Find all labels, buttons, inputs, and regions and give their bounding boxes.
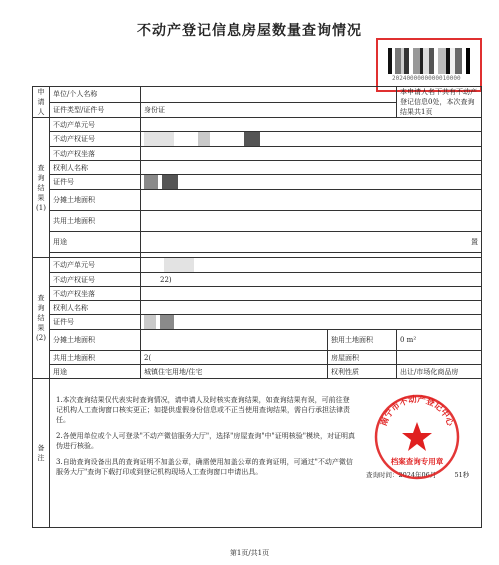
r2-owner-value (141, 301, 482, 315)
r2-usage-label: 用途 (50, 365, 141, 379)
r2-right-nature-value: 出让/市场化商品房 (397, 365, 482, 379)
cert-type-label: 证件类型/证件号 (50, 102, 141, 118)
barcode-number: 2024000000000010000 (392, 75, 461, 82)
r2-unit-no-value (141, 258, 482, 273)
r1-shared-area-label: 分摊土地面积 (50, 190, 141, 211)
r2-location-label: 不动产权坐落 (50, 287, 141, 301)
r1-unit-no-value (141, 118, 482, 132)
r2-common-area-value: 2( (141, 351, 328, 365)
r1-location-value (141, 147, 482, 161)
result2-label: 查询结果(2) (33, 258, 50, 379)
r2-house-area-label: 房屋面积 (328, 351, 397, 365)
r2-shared-area-value (141, 330, 328, 351)
r1-common-area-value (141, 211, 482, 232)
applicant-note: 本申请人名下共有不动产登记信息0处，本次查询结果共1页 (397, 87, 482, 118)
r1-common-area-label: 共用土地面积 (50, 211, 141, 232)
r2-common-area-label: 共用土地面积 (50, 351, 141, 365)
r1-id-value (141, 175, 482, 190)
note-3: 3.自助查询设备出具的查询证明不加盖公章，确需使用加盖公章的查询证明，可通过"不动产微信服务大厅"查询下载打印或到登记机构现场人工查询窗口申请出具。 (56, 458, 353, 476)
seal-star (402, 422, 432, 451)
unit-name-label: 单位/个人名称 (50, 87, 141, 103)
page-footer: 第1页/共1页 (229, 549, 270, 557)
query-time-label: 查询时间：2024年06月 (366, 471, 437, 479)
r2-id-label: 证件号 (50, 315, 141, 330)
document-title: 不动产登记信息房屋数量查询情况 (137, 23, 362, 39)
unit-name-value (141, 87, 397, 103)
seal-subtext: 档案查询专用章 (390, 457, 444, 466)
r1-shared-area-value (141, 190, 482, 211)
r1-owner-label: 权利人名称 (50, 161, 141, 175)
barcode-highlight-box (376, 38, 482, 92)
barcode (388, 48, 470, 74)
r1-cert-no-label: 不动产权证号 (50, 132, 141, 147)
r2-exclusive-area-value: 0 m² (397, 330, 482, 351)
r1-location-label: 不动产权坐落 (50, 147, 141, 161)
r1-usage-value: 置 (141, 232, 482, 253)
r2-house-area-value (397, 351, 482, 365)
cert-type-value: 身份证 (141, 102, 397, 118)
r2-exclusive-area-label: 独用土地面积 (328, 330, 397, 351)
result1-label: 查询结果(1) (33, 118, 50, 258)
query-time-end: 51秒 (454, 471, 470, 479)
r1-id-label: 证件号 (50, 175, 141, 190)
r2-usage-value: 城镇住宅用地/住宅 (141, 365, 328, 379)
note-1: 1.本次查询结果仅代表实时查询情况，请申请人及时核实查询结果，如查询结果有误，可前往登记机构人工查询窗口核实更正；如提供虚假身份信息或不正当使用查询结果，需自行承担法律责任。 (56, 396, 350, 424)
r2-shared-area-label: 分摊土地面积 (50, 330, 141, 351)
applicant-label: 申请人 (33, 87, 50, 118)
r2-cert-no-label: 不动产权证号 (50, 273, 141, 287)
r2-id-value (141, 315, 482, 330)
r2-right-nature-label: 权利性质 (328, 365, 397, 379)
official-seal (372, 392, 462, 482)
r2-cert-no-value (141, 273, 482, 287)
r2-owner-label: 权利人名称 (50, 301, 141, 315)
notes-label: 备注 (33, 379, 50, 528)
r2-cert-no-partial: 22) (160, 275, 172, 284)
r1-cert-no-value (141, 132, 482, 147)
r1-unit-no-label: 不动产单元号 (50, 118, 141, 132)
r2-location-value (141, 287, 482, 301)
r1-owner-value (141, 161, 482, 175)
r2-unit-no-label: 不动产单元号 (50, 258, 141, 273)
seal-text-path: 南宁市不动产登记中心 (379, 394, 455, 428)
note-2: 2.各使用单位或个人可登录"不动产微信服务大厅"，选择"房屋查询"中"证明核验"模块，对证明真伪进行核验。 (56, 432, 355, 450)
r1-usage-label: 用途 (50, 232, 141, 253)
